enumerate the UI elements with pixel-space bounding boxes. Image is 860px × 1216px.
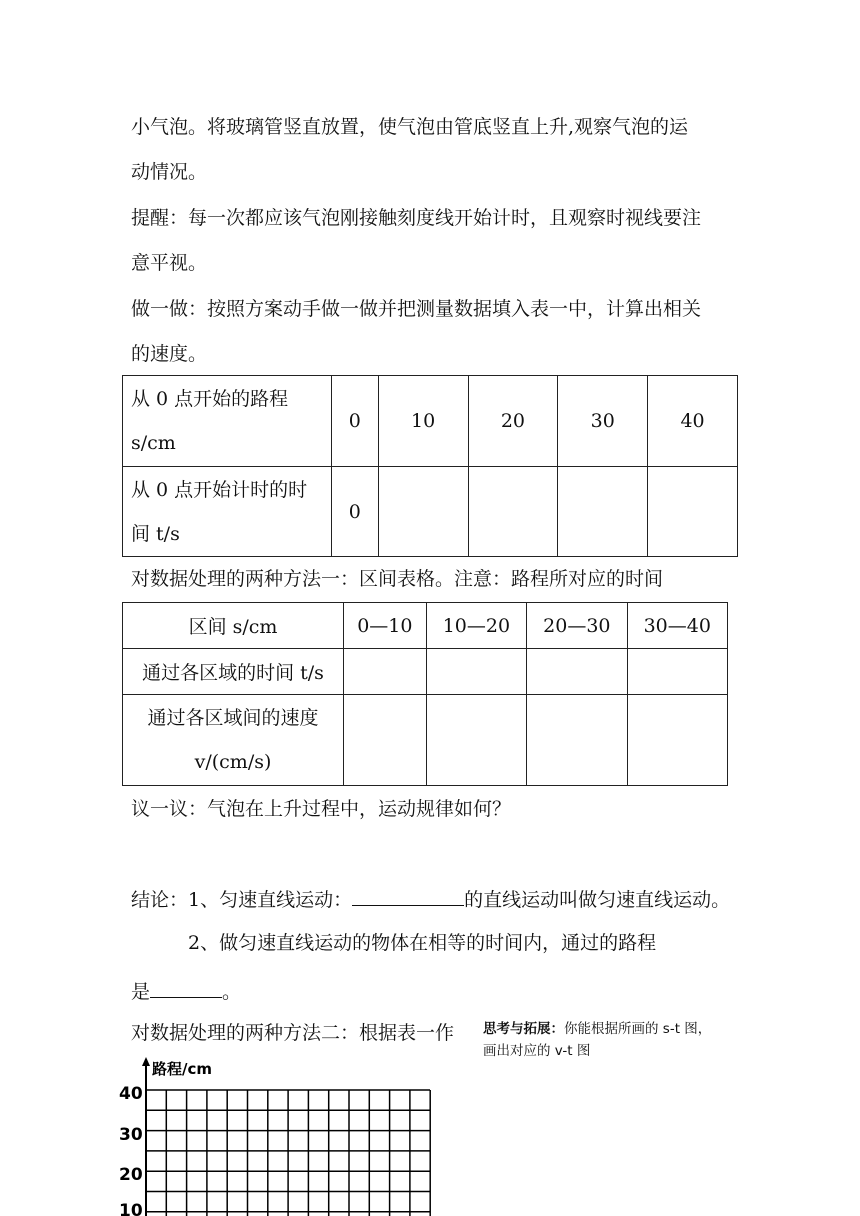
y-axis-label: 路程/cm <box>152 1060 213 1078</box>
table-cell: 40 <box>648 376 738 467</box>
speed-unit: v/(cm/s) <box>194 751 272 773</box>
time-label: 从 0 点开始计时的时 <box>131 478 308 501</box>
paragraph-2: 动情况。 <box>131 161 208 183</box>
data-table-1 <box>122 375 738 557</box>
table-row <box>123 376 738 467</box>
table-row <box>123 603 728 649</box>
time-unit: 间 t/s <box>131 522 180 545</box>
distance-unit: s/cm <box>131 432 176 454</box>
table-cell[interactable] <box>558 467 648 557</box>
y-axis-arrow-icon <box>142 1057 150 1066</box>
fill-blank-1[interactable] <box>352 885 464 906</box>
extension-note-title: 思考与拓展： <box>483 1021 564 1037</box>
y-tick-label: 30 <box>119 1125 143 1145</box>
table-cell: 30 <box>558 376 648 467</box>
conclusion-1-prefix: 结论：1、匀速直线运动： <box>131 889 353 911</box>
speed-label: 通过各区域间的速度 <box>147 707 319 729</box>
table-cell: 0 <box>332 467 379 557</box>
conclusion-1 <box>131 885 730 912</box>
paragraph-4: 意平视。 <box>131 252 208 274</box>
table-cell[interactable] <box>426 649 526 695</box>
distance-label: 从 0 点开始的路程 <box>131 388 289 410</box>
table-cell[interactable] <box>648 467 738 557</box>
table-cell[interactable] <box>468 467 558 557</box>
table-cell[interactable] <box>344 649 427 695</box>
table-cell[interactable] <box>527 649 627 695</box>
paragraph-6: 的速度。 <box>131 343 208 365</box>
table-cell-header: 区间 s/cm <box>123 603 344 649</box>
discussion-text: 议一议：气泡在上升过程中，运动规律如何？ <box>131 798 512 820</box>
method-two-text: 对数据处理的两种方法二：根据表一作 <box>131 1022 455 1044</box>
table-cell: 0 <box>332 376 379 467</box>
paragraph-5: 做一做：按照方案动手做一做并把测量数据填入表一中，计算出相关 <box>131 298 702 320</box>
table-cell: 20 <box>468 376 558 467</box>
table-cell-label <box>123 376 332 467</box>
conclusion-2b <box>131 977 241 1004</box>
conclusion-2b-suffix: 。 <box>222 981 242 1003</box>
table-cell[interactable] <box>627 695 727 786</box>
conclusion-1-suffix: 的直线运动叫做匀速直线运动。 <box>464 889 731 911</box>
table-row <box>123 649 728 695</box>
conclusion-2: 2、做匀速直线运动的物体在相等的时间内，通过的路程 <box>188 932 657 954</box>
data-table-2 <box>122 602 728 786</box>
extension-note-text-2: 画出对应的 v-t 图 <box>483 1043 591 1059</box>
table-cell[interactable] <box>426 695 526 786</box>
grid-lines <box>146 1090 430 1216</box>
table-cell-header: 10—20 <box>426 603 526 649</box>
y-tick-label: 20 <box>119 1165 143 1185</box>
fill-blank-2[interactable] <box>150 977 222 998</box>
table-row <box>123 695 728 786</box>
table-cell-label <box>123 695 344 786</box>
table-cell-header: 30—40 <box>627 603 727 649</box>
paragraph-3: 提醒：每一次都应该气泡刚接触刻度线开始计时，且观察时视线要注 <box>131 207 702 229</box>
table-cell[interactable] <box>527 695 627 786</box>
extension-note-text: 你能根据所画的 s-t 图， <box>564 1021 712 1037</box>
table-cell-header: 0—10 <box>344 603 427 649</box>
table-cell-label <box>123 467 332 557</box>
table-cell-label: 通过各区域的时间 t/s <box>123 649 344 695</box>
table-cell[interactable] <box>378 467 468 557</box>
table-cell[interactable] <box>627 649 727 695</box>
method-one-text: 对数据处理的两种方法一：区间表格。注意：路程所对应的时间 <box>131 568 664 590</box>
extension-note <box>483 1018 743 1062</box>
table-row <box>123 467 738 557</box>
table-cell[interactable] <box>344 695 427 786</box>
paragraph-1: 小气泡。将玻璃管竖直放置，使气泡由管底竖直上升,观察气泡的运 <box>131 116 689 138</box>
y-tick-label: 40 <box>119 1084 143 1104</box>
graph-grid <box>112 1055 442 1216</box>
table-cell: 10 <box>378 376 468 467</box>
conclusion-2b-prefix: 是 <box>131 981 151 1003</box>
table-cell-header: 20—30 <box>527 603 627 649</box>
y-tick-label: 10 <box>119 1201 143 1216</box>
